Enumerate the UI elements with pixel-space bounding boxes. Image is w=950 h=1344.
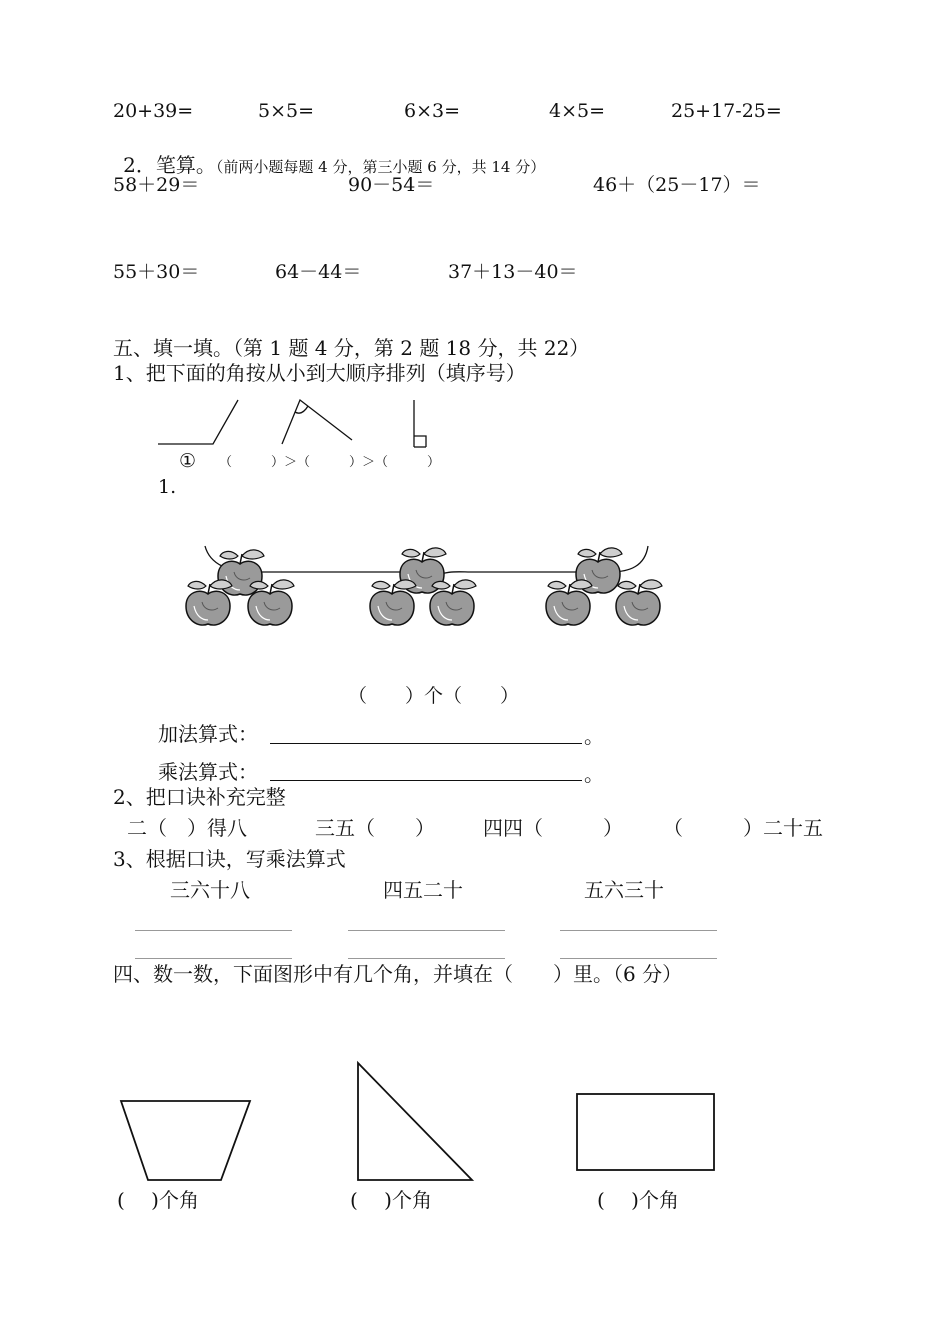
multiplication-label: 乘法算式： xyxy=(158,760,258,784)
groups-blank[interactable]: （ ）个（ ） xyxy=(348,685,520,707)
q2-item-3[interactable]: 四四（ ） xyxy=(483,816,623,840)
written-calc-6: 37＋13－40＝ xyxy=(448,261,578,283)
written-calc-1: 58＋29＝ xyxy=(113,174,200,196)
q3-rhyme-1: 三六十八 xyxy=(170,878,250,902)
addition-period: 。 xyxy=(584,724,604,748)
section5-title: 五、填一填。（第 1 题 4 分，第 2 题 18 分，共 22） xyxy=(113,336,590,360)
q2-item-4[interactable]: （ ）二十五 xyxy=(663,816,823,840)
mental-item-1: 20+39= xyxy=(113,100,194,122)
addition-label: 加法算式： xyxy=(158,722,258,746)
written-calc-5: 64－44＝ xyxy=(275,261,362,283)
written-calc-2: 90－54＝ xyxy=(348,174,435,196)
q2-item-2[interactable]: 三五（ ） xyxy=(315,816,435,840)
written-calc-3: 46＋（25－17）＝ xyxy=(593,174,761,196)
trapezoid-shape xyxy=(121,1101,250,1180)
mental-item-5: 25+17-25= xyxy=(671,100,782,122)
trapezoid-angle-blank[interactable]: ( )个角 xyxy=(117,1188,199,1212)
written-calc-4: 55＋30＝ xyxy=(113,261,200,283)
q2-instruction: 2、把口诀补充完整 xyxy=(113,785,286,809)
rectangle-shape xyxy=(577,1094,714,1170)
q3-rhyme-2: 四五二十 xyxy=(383,878,463,902)
circled-one: ① xyxy=(179,450,197,472)
triangle-angle-blank[interactable]: ( )个角 xyxy=(350,1188,432,1212)
mental-item-2: 5×5= xyxy=(258,100,315,122)
mental-item-4: 4×5= xyxy=(549,100,606,122)
q3-rhyme-3: 五六三十 xyxy=(584,878,664,902)
triangle-shape xyxy=(358,1063,472,1180)
section2-note: （前两小题每题 4 分，第三小题 6 分，共 14 分） xyxy=(215,158,546,176)
section4-title: 四、数一数，下面图形中有几个角，并填在（ ）里。（6 分） xyxy=(113,962,683,986)
angle-order-blanks[interactable]: （ ）＞（ ）＞（ ） xyxy=(219,455,441,470)
mental-item-3: 6×3= xyxy=(404,100,461,122)
subquestion-number: 1. xyxy=(158,476,177,498)
section2-title: 2．笔算。 xyxy=(123,153,216,177)
rectangle-angle-blank[interactable]: ( )个角 xyxy=(597,1188,679,1212)
q1-instruction: 1、把下面的角按从小到大顺序排列（填序号） xyxy=(113,361,526,385)
q2-item-1[interactable]: 二（ ）得八 xyxy=(127,816,247,840)
q3-instruction: 3、根据口诀，写乘法算式 xyxy=(113,847,346,871)
multiplication-period: 。 xyxy=(584,762,604,786)
